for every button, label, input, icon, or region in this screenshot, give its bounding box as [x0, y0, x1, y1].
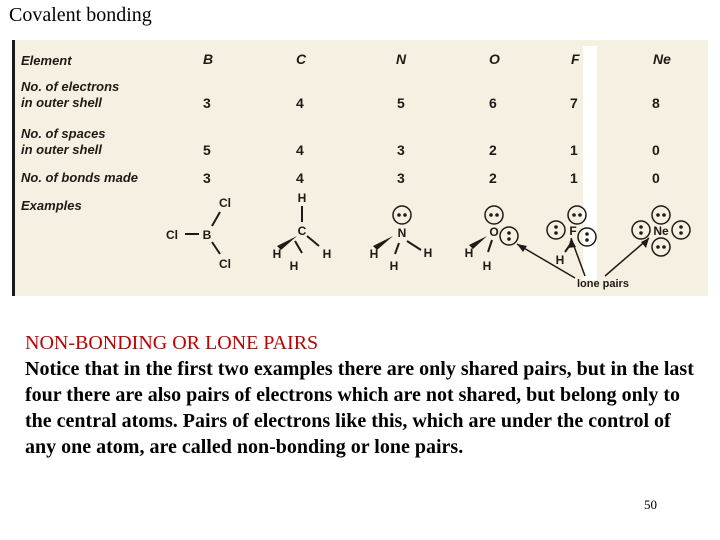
row-label-examples: Examples	[21, 198, 82, 213]
electrons-f: 7	[570, 95, 578, 111]
textbook-figure	[12, 40, 708, 296]
bonds-ne: 0	[652, 170, 660, 186]
atom-ne: Ne	[653, 224, 669, 238]
atom-h-c-left: H	[272, 247, 282, 261]
atom-c: C	[297, 224, 307, 238]
atom-cl-bottom: Cl	[219, 257, 231, 271]
atom-h-c-bottom: H	[289, 259, 299, 273]
element-n: N	[396, 51, 407, 67]
body-paragraph: Notice that in the first two examples there are only shared pairs, but in the last four there are also pairs of electrons which are not shared, but belong only to the central atoms. Pairs of electrons like this, which are under the control of any one atom, are called non-bonding or lone pairs.	[25, 358, 694, 458]
bonds-c: 4	[296, 170, 304, 186]
atom-h-o-bottom: H	[482, 259, 492, 273]
electrons-ne: 8	[652, 95, 660, 111]
electrons-b: 3	[203, 95, 211, 111]
row-label-bonds: No. of bonds made	[21, 170, 138, 185]
electrons-c: 4	[296, 95, 304, 111]
body-text	[25, 330, 705, 460]
bonds-nitrogen	[395, 241, 421, 254]
atom-b: B	[202, 228, 212, 242]
atom-h-c-top: H	[297, 191, 307, 205]
slide-title: Covalent bonding	[9, 4, 152, 26]
atom-h-c-right: H	[322, 247, 332, 261]
atom-f: F	[569, 224, 577, 238]
lone-pairs-label: lone pairs	[577, 278, 629, 290]
spaces-b: 5	[203, 142, 211, 158]
element-c: C	[296, 51, 307, 67]
row-label-electrons-2: in outer shell	[21, 95, 102, 110]
spaces-ne: 0	[652, 142, 660, 158]
lone-pair-dots	[397, 213, 683, 249]
spaces-n: 3	[397, 142, 405, 158]
row-label-element: Element	[21, 53, 72, 68]
atom-h-n-right: H	[423, 246, 433, 260]
atom-h-o-left: H	[464, 246, 474, 260]
lone-pair-circles	[393, 206, 690, 256]
spaces-f: 1	[570, 142, 578, 158]
bonds-o: 2	[489, 170, 497, 186]
atom-h-f: H	[555, 253, 565, 267]
bonds-b: 3	[203, 170, 211, 186]
atom-h-n-left: H	[369, 247, 379, 261]
bonds-n: 3	[397, 170, 405, 186]
atom-h-n-bottom: H	[389, 259, 399, 273]
electrons-o: 6	[489, 95, 497, 111]
row-label-spaces-2: in outer shell	[21, 142, 102, 157]
atom-cl-left: Cl	[166, 228, 178, 242]
element-f: F	[571, 51, 580, 67]
atom-n: N	[397, 226, 407, 240]
bonds-oxygen	[488, 240, 492, 252]
section-heading: NON-BONDING OR LONE PAIRS	[25, 332, 319, 354]
atom-o: O	[489, 225, 499, 239]
row-label-spaces-1: No. of spaces	[21, 126, 106, 141]
page-number: 50	[644, 497, 657, 512]
electrons-n: 5	[397, 95, 405, 111]
atom-cl-top: Cl	[219, 196, 231, 210]
bonds-f: 1	[570, 170, 578, 186]
element-ne: Ne	[653, 51, 671, 67]
element-b: B	[203, 51, 214, 67]
spaces-c: 4	[296, 142, 304, 158]
spaces-o: 2	[489, 142, 497, 158]
element-o: O	[489, 51, 500, 67]
row-label-electrons-1: No. of electrons	[21, 79, 120, 94]
